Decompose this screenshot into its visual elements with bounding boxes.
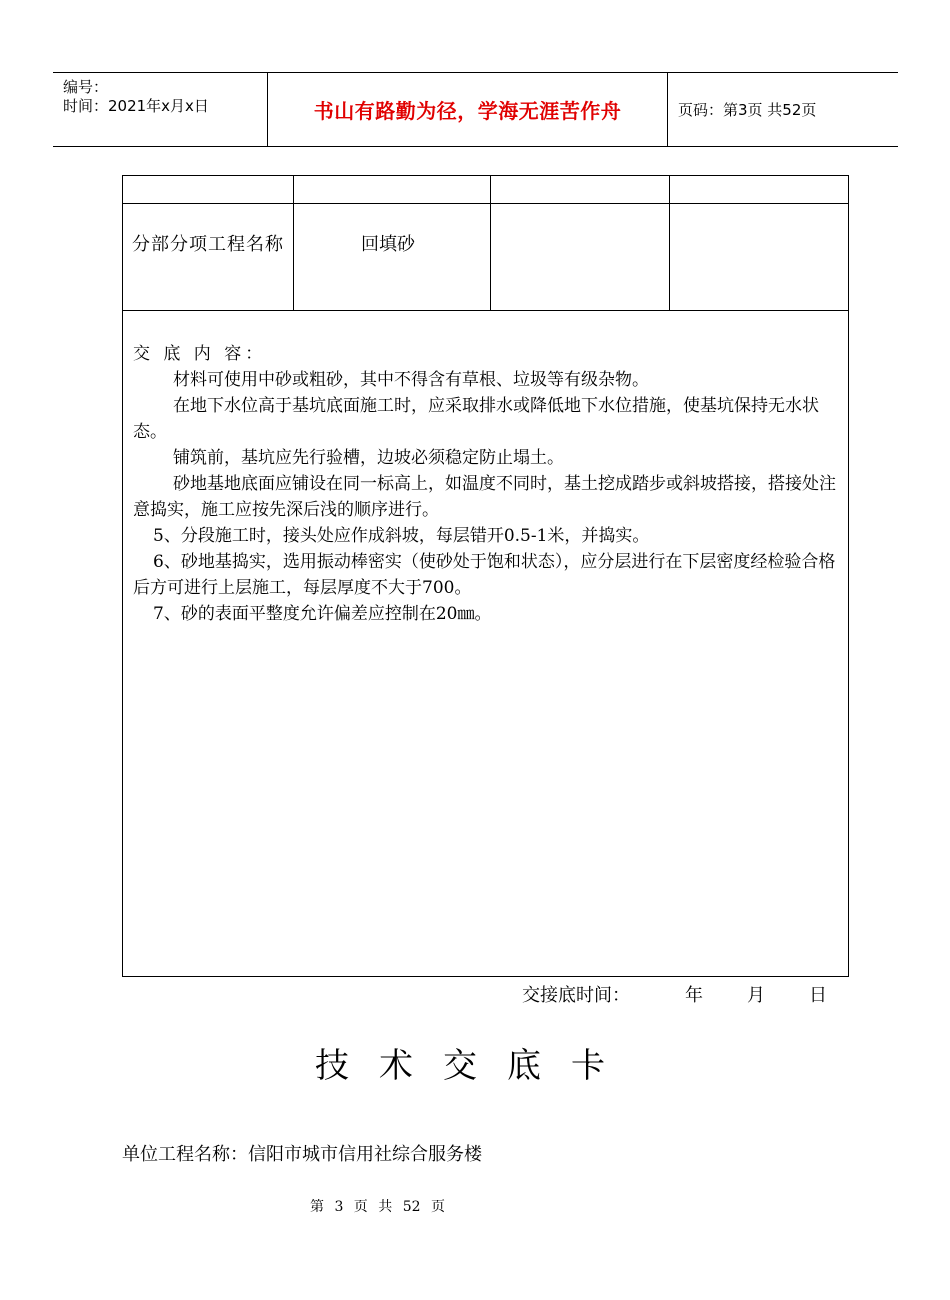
page-footer: 第 3 页 共 52 页 — [310, 1199, 445, 1215]
table-col-divider — [293, 176, 294, 310]
signoff-month: 月 — [747, 985, 765, 1006]
header-motto: 书山有路勤为径，学海无涯苦作舟 — [313, 99, 622, 123]
content-line: 7、砂的表面平整度允许偏差应控制在20㎜。 — [153, 604, 492, 624]
header-page-info: 页码：第3页 共52页 — [678, 101, 817, 119]
item-value: 回填砂 — [361, 234, 415, 255]
content-line: 材料可使用中砂或粗砂，其中不得含有草根、垃圾等有级杂物。 — [173, 370, 649, 390]
signoff-day: 日 — [809, 985, 827, 1006]
unit-project-name: 单位工程名称：信阳市城市信用社综合服务楼 — [122, 1144, 482, 1165]
content-line: 在地下水位高于基坑底面施工时，应采取排水或降低地下水位措施，使基坑保持无水状态。 — [133, 396, 819, 442]
page-header — [53, 72, 898, 147]
signoff-label: 交接底时间： — [522, 985, 630, 1006]
number-label: 编号： — [63, 78, 109, 96]
card-title: 技术交底卡 — [315, 1046, 635, 1086]
content-line: 铺筑前，基坑应先行验槽，边坡必须稳定防止塌土。 — [173, 448, 564, 468]
disclosure-content — [133, 341, 845, 627]
item-label: 分部分项工程名称 — [132, 234, 284, 255]
content-line: 6、砂地基捣实，选用振动棒密实（使砂处于饱和状态），应分层进行在下层密度经检验合格后方可进行上层施工，每层厚度不大于700。 — [133, 552, 836, 598]
table-col-divider — [490, 176, 491, 310]
time-label: 时间：2021年x月x日 — [63, 97, 209, 115]
content-line: 砂地基地底面应铺设在同一标高上，如温度不同时，基土挖成踏步或斜坡搭接，搭接处注意捣实，施工应按先深后浅的顺序进行。 — [133, 474, 836, 520]
disclosure-table — [122, 175, 849, 977]
content-line: 5、分段施工时，接头处应作成斜坡，每层错开0.5-1米，并捣实。 — [153, 526, 650, 546]
signoff-year: 年 — [685, 985, 703, 1006]
table-rule — [123, 203, 848, 204]
content-heading: 交 底 内 容： — [133, 344, 267, 364]
header-meta — [53, 73, 267, 146]
table-col-divider — [669, 176, 670, 310]
header-divider — [667, 73, 668, 146]
signoff-time — [522, 981, 827, 1007]
table-rule — [123, 310, 848, 311]
